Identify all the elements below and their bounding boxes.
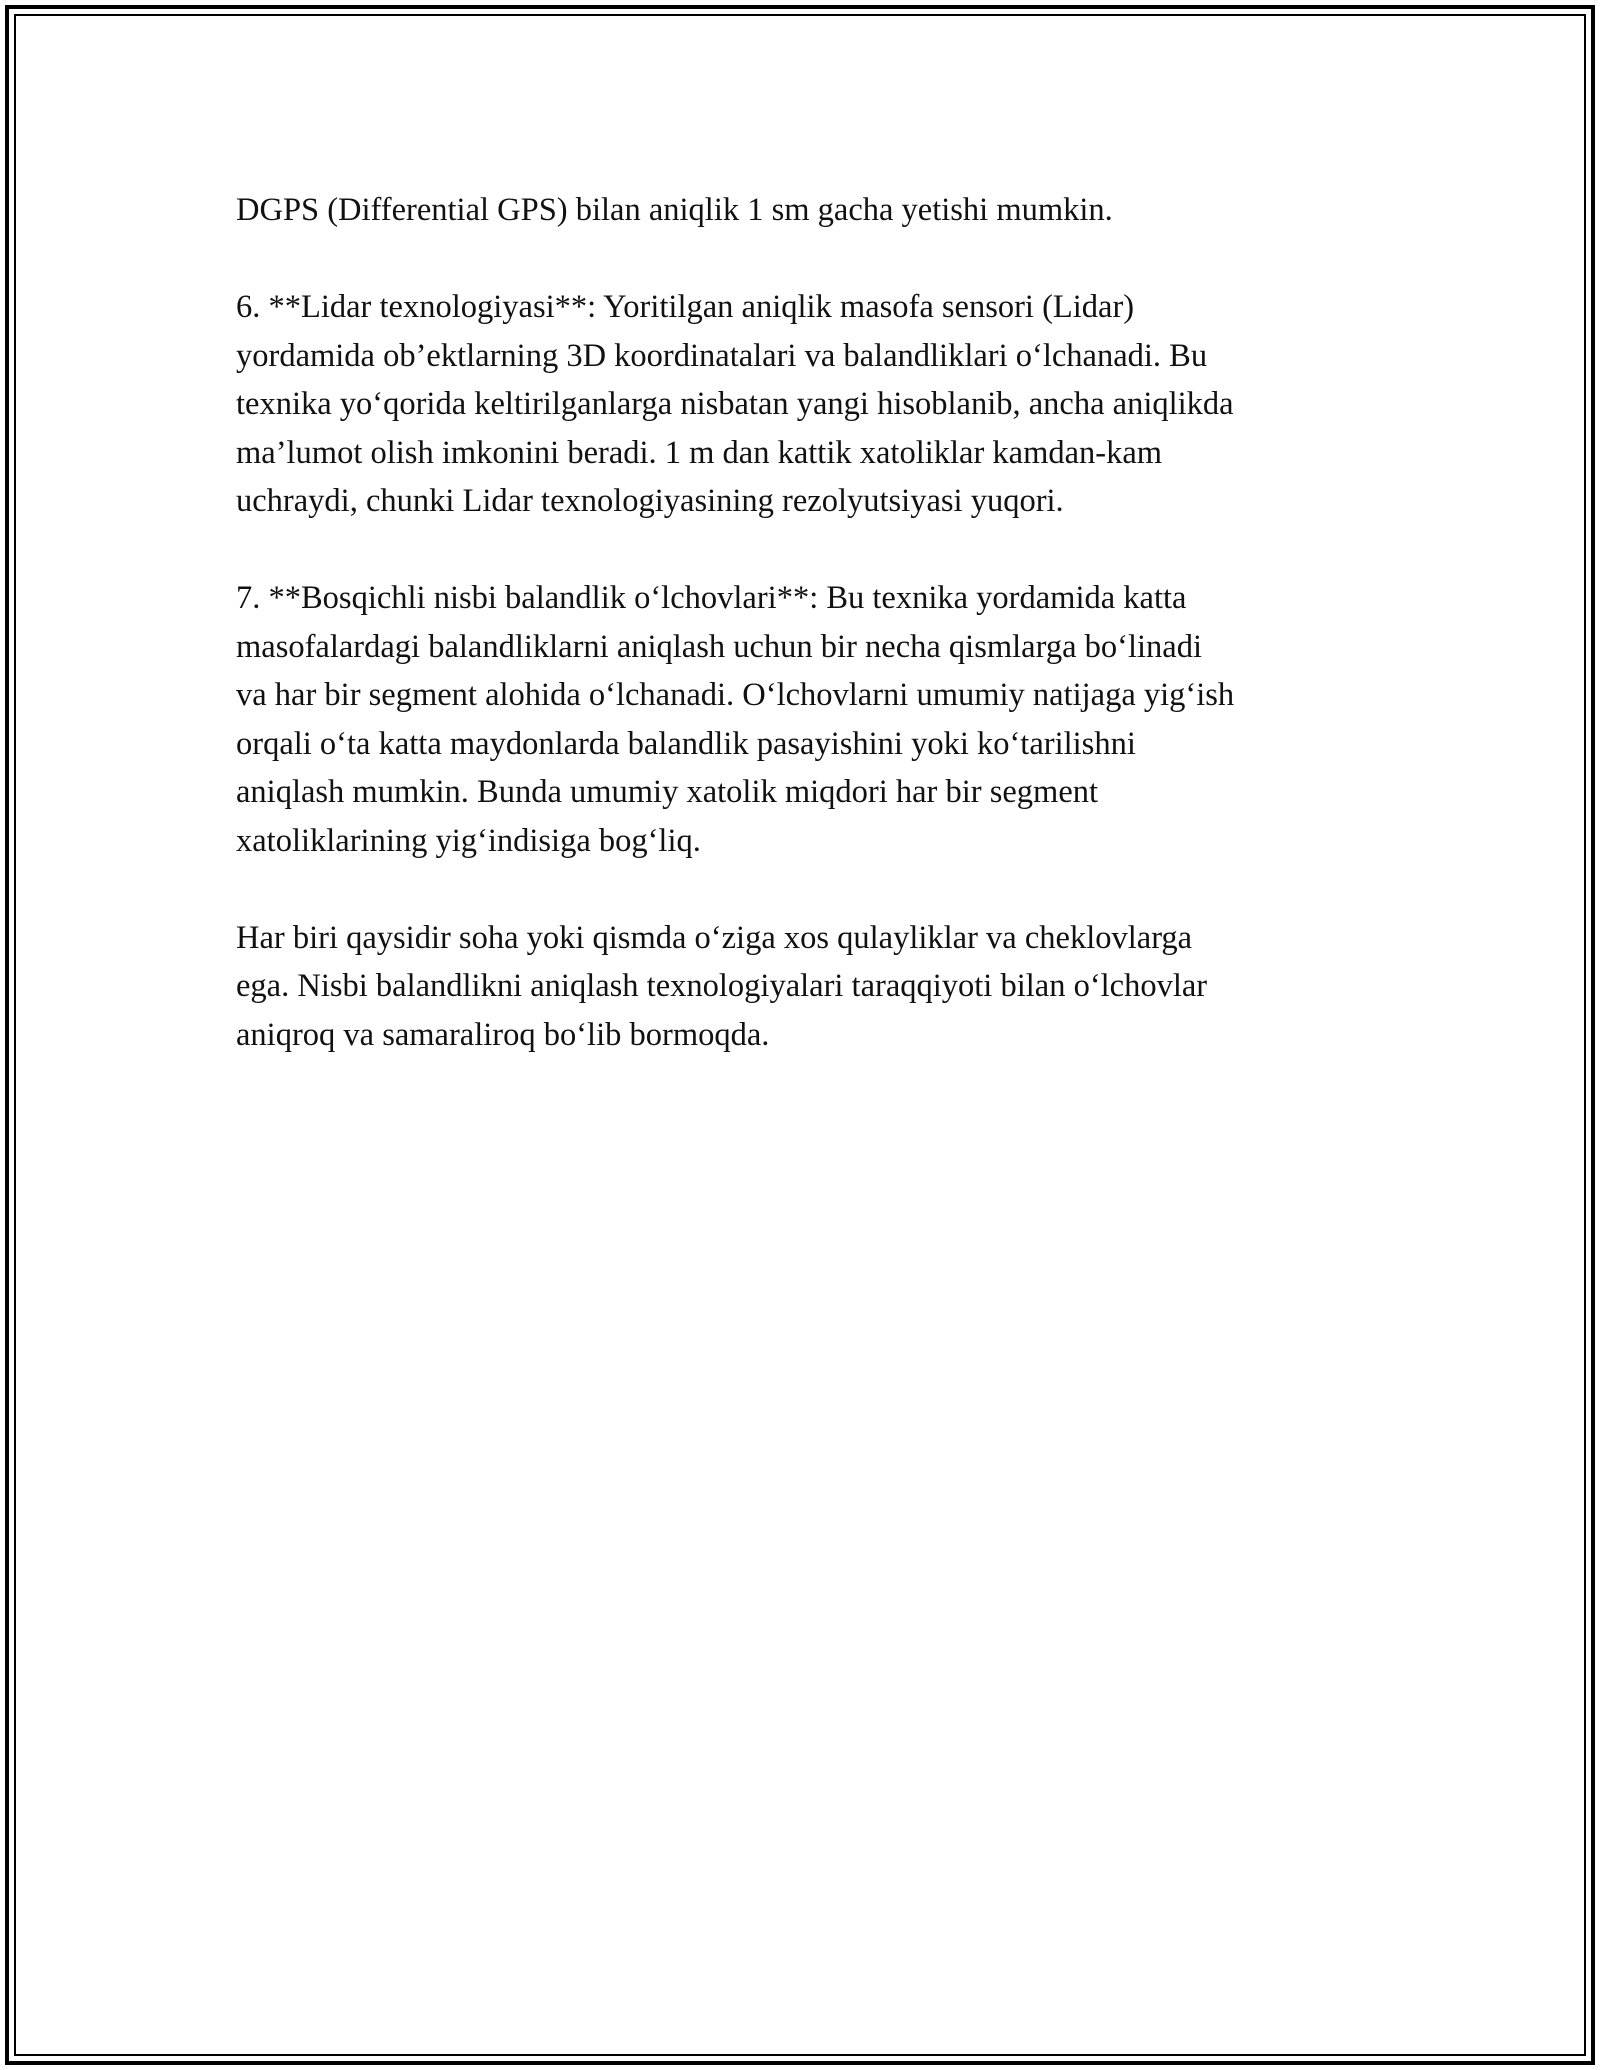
paragraph-lidar: 6. **Lidar texnologiyasi**: Yoritilgan aniqlik masofa sensori (Lidar) yordamida ob’ektlarning 3D koordinatalari va balandliklari o‘lchanadi. Bu texnika yo‘qorida keltirilganlarga nisbatan yangi hisoblanib, ancha aniqlikda ma’lumot olish imkonini beradi. 1 m dan kattik xatoliklar kamdan-kam uchraydi, chunki Lidar texnologiyasining rezolyutsiyasi yuqori. (236, 289, 1234, 519)
document-body (236, 186, 1366, 1108)
paragraph-stepwise-measurements: 7. **Bosqichli nisbi balandlik o‘lchovlari**: Bu texnika yordamida katta masofalardagi balandliklarni aniqlash uchun bir necha qismlarga bo‘linadi va har bir segment alohida o‘lchanadi. O‘lchovlarni umumiy natijaga yig‘ish orqali o‘ta katta maydonlarda balandlik pasayishini yoki ko‘tarilishni aniqlash mumkin. Bunda umumiy xatolik miqdori har bir segment xatoliklarining yig‘indisiga bog‘liq. (236, 580, 1235, 859)
paragraph-dgps: DGPS (Differential GPS) bilan aniqlik 1 sm gacha yetishi mumkin. (236, 192, 1113, 228)
paragraph-conclusion: Har biri qaysidir soha yoki qismda o‘ziga xos qulayliklar va cheklovlarga ega. Nisbi balandlikni aniqlash texnologiyalari taraqqiyoti bilan o‘lchovlar aniqroq va samaraliroq bo‘lib bormoqda. (236, 919, 1208, 1053)
